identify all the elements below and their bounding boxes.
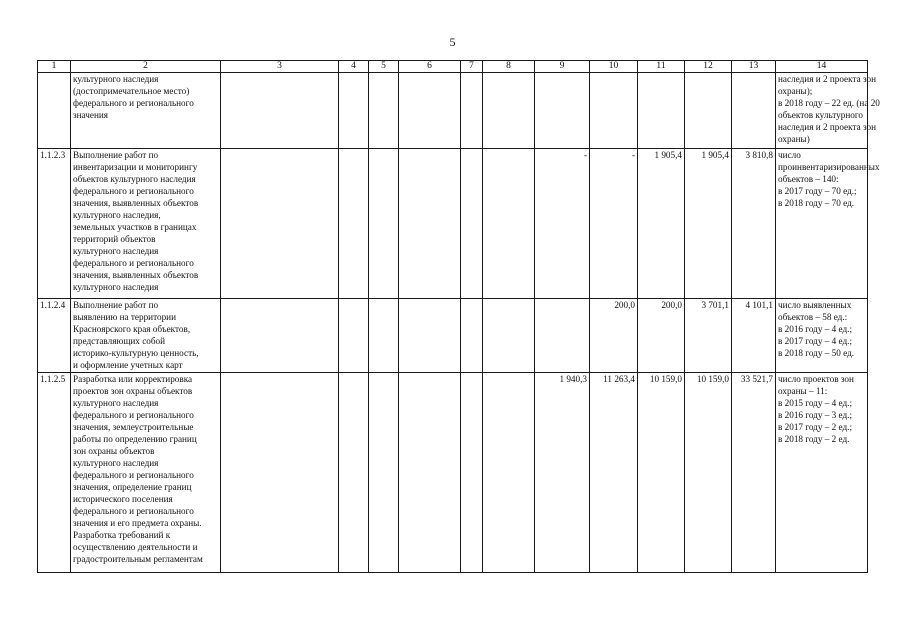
amount-cell-c12 (685, 73, 732, 149)
amount-cell-c10 (590, 73, 638, 149)
row-description-cell (71, 73, 221, 149)
description-line: федерального и регионального (73, 410, 194, 420)
description-line: осуществлению деятельности и (73, 542, 198, 552)
column-header-row (38, 61, 868, 73)
description-line: значения, землеустроительные (73, 422, 194, 432)
description-line: территорий объектов (73, 234, 156, 244)
description-line: значения, определение границ (73, 482, 192, 492)
description-line: значения, выявленных объектов (73, 270, 199, 280)
empty-cell-col-5 (369, 373, 399, 573)
description-line: значения (73, 110, 109, 120)
table-row (38, 373, 868, 573)
description-line: представляющих собой (73, 336, 166, 346)
table-row (38, 299, 868, 373)
empty-cell-col-6 (399, 299, 461, 373)
amount-cell-c12: 10 159,0 (685, 373, 732, 573)
column-header: 6 (399, 61, 461, 73)
column-header: 1 (38, 61, 71, 73)
description-line: историко-культурную ценность, (73, 348, 199, 358)
empty-cell-col-4 (339, 373, 369, 573)
result-line: в 2017 году – 70 ед.; (778, 186, 857, 196)
amount-cell-c9: 1 940,3 (535, 373, 590, 573)
description-line: Разработка или корректировка (73, 374, 193, 384)
empty-cell-col-8 (483, 373, 535, 573)
row-code-cell (38, 73, 71, 149)
result-line: в 2018 году – 2 ед. (778, 434, 850, 444)
result-line: в 2018 году – 22 ед. (на 20 (778, 98, 880, 108)
empty-cell-col-8 (483, 149, 535, 299)
amount-cell-c13: 4 101,1 (732, 299, 776, 373)
empty-cell-col-3 (221, 73, 339, 149)
empty-cell-col-5 (369, 299, 399, 373)
empty-cell-col-7 (461, 299, 483, 373)
column-header: 8 (483, 61, 535, 73)
result-line: наследия и 2 проекта зон (778, 74, 877, 84)
result-line: объектов – 140: (778, 174, 839, 184)
result-line: в 2015 году – 4 ед.; (778, 398, 853, 408)
result-line: в 2016 году – 3 ед.; (778, 410, 853, 420)
empty-cell-col-4 (339, 149, 369, 299)
description-line: проектов зон охраны объектов (73, 386, 193, 396)
row-description-cell (71, 299, 221, 373)
amount-cell-c12: 3 701,1 (685, 299, 732, 373)
description-line: выявлению на территории (73, 312, 177, 322)
description-line: Выполнение работ по (73, 150, 159, 160)
result-line: объектов культурного (778, 110, 864, 120)
column-header: 14 (776, 61, 868, 73)
description-line: значения и его предмета охраны. (73, 518, 202, 528)
description-line: Выполнение работ по (73, 300, 159, 310)
program-table (37, 60, 880, 573)
description-line: Красноярского края объектов, (73, 324, 191, 334)
empty-cell-col-6 (399, 373, 461, 573)
description-line: культурного наследия (73, 282, 159, 292)
column-header: 13 (732, 61, 776, 73)
empty-cell-col-7 (461, 373, 483, 573)
row-code-cell: 1.1.2.4 (38, 299, 71, 373)
result-line: в 2017 году – 2 ед.; (778, 422, 853, 432)
description-line: федерального и регионального (73, 470, 194, 480)
amount-cell-c11 (638, 73, 685, 149)
amount-cell-c9 (535, 299, 590, 373)
result-line: охраны – 11: (778, 386, 828, 396)
description-line: культурного наследия (73, 398, 159, 408)
column-header: 7 (461, 61, 483, 73)
result-line: охраны) (778, 134, 810, 144)
description-line: культурного наследия (73, 74, 159, 84)
description-line: градостроительным регламентам (73, 554, 203, 564)
column-header: 10 (590, 61, 638, 73)
empty-cell-col-4 (339, 73, 369, 149)
result-line: число (778, 150, 801, 160)
description-line: федерального и регионального (73, 98, 194, 108)
empty-cell-col-4 (339, 299, 369, 373)
empty-cell-col-5 (369, 73, 399, 149)
amount-cell-c10: - (590, 149, 638, 299)
amount-cell-c10: 11 263,4 (590, 373, 638, 573)
result-line: в 2018 году – 50 ед. (778, 348, 855, 358)
result-line: проинвентаризированных (778, 162, 880, 172)
empty-cell-col-7 (461, 149, 483, 299)
description-line: культурного наследия (73, 458, 159, 468)
column-header: 4 (339, 61, 369, 73)
description-line: культурного наследия, (73, 210, 161, 220)
empty-cell-col-6 (399, 73, 461, 149)
description-line: федерального и регионального (73, 258, 194, 268)
description-line: федерального и регионального (73, 506, 194, 516)
row-result-cell (776, 373, 868, 573)
row-result-cell (776, 149, 880, 299)
description-line: Разработка требований к (73, 530, 171, 540)
page-number: 5 (449, 35, 456, 49)
column-header: 5 (369, 61, 399, 73)
row-code-cell: 1.1.2.5 (38, 373, 71, 573)
empty-cell-col-5 (369, 149, 399, 299)
description-line: федерального и регионального (73, 186, 194, 196)
result-line: в 2016 году – 4 ед.; (778, 324, 853, 334)
table-row (38, 149, 868, 299)
amount-cell-c13 (732, 73, 776, 149)
description-line: значения, выявленных объектов (73, 198, 199, 208)
amount-cell-c13: 33 521,7 (732, 373, 776, 573)
column-header: 2 (71, 61, 221, 73)
result-line: число проектов зон (778, 374, 854, 384)
amount-cell-c13: 3 810,8 (732, 149, 776, 299)
column-header: 12 (685, 61, 732, 73)
amount-cell-c9: - (535, 149, 590, 299)
description-line: и оформление учетных карт (73, 360, 183, 370)
row-code-cell: 1.1.2.3 (38, 149, 71, 299)
empty-cell-col-3 (221, 299, 339, 373)
empty-cell-col-7 (461, 73, 483, 149)
amount-cell-c10: 200,0 (590, 299, 638, 373)
result-line: в 2017 году – 4 ед.; (778, 336, 853, 346)
amount-cell-c11: 10 159,0 (638, 373, 685, 573)
row-description-cell (71, 149, 221, 299)
result-line: охраны); (778, 86, 813, 96)
column-header: 9 (535, 61, 590, 73)
result-line: объектов – 58 ед.: (778, 312, 848, 322)
row-result-cell (776, 299, 868, 373)
description-line: работы по определению границ (73, 434, 197, 444)
column-header: 3 (221, 61, 339, 73)
empty-cell-col-3 (221, 373, 339, 573)
result-line: число выявленных (778, 300, 852, 310)
description-line: инвентаризации и мониторингу (73, 162, 198, 172)
empty-cell-col-6 (399, 149, 461, 299)
empty-cell-col-8 (483, 73, 535, 149)
result-line: в 2018 году – 70 ед. (778, 198, 855, 208)
empty-cell-col-8 (483, 299, 535, 373)
column-header: 11 (638, 61, 685, 73)
amount-cell-c9 (535, 73, 590, 149)
amount-cell-c12: 1 905,4 (685, 149, 732, 299)
row-result-cell (776, 73, 880, 149)
description-line: (достопримечательное место) (73, 86, 190, 96)
amount-cell-c11: 1 905,4 (638, 149, 685, 299)
description-line: исторического поселения (73, 494, 173, 504)
row-description-cell (71, 373, 221, 573)
result-line: наследия и 2 проекта зон (778, 122, 877, 132)
empty-cell-col-3 (221, 149, 339, 299)
table-row (38, 73, 868, 149)
amount-cell-c11: 200,0 (638, 299, 685, 373)
description-line: зон охраны объектов (73, 446, 155, 456)
description-line: объектов культурного наследия (73, 174, 196, 184)
description-line: земельных участков в границах (73, 222, 197, 232)
description-line: культурного наследия (73, 246, 159, 256)
